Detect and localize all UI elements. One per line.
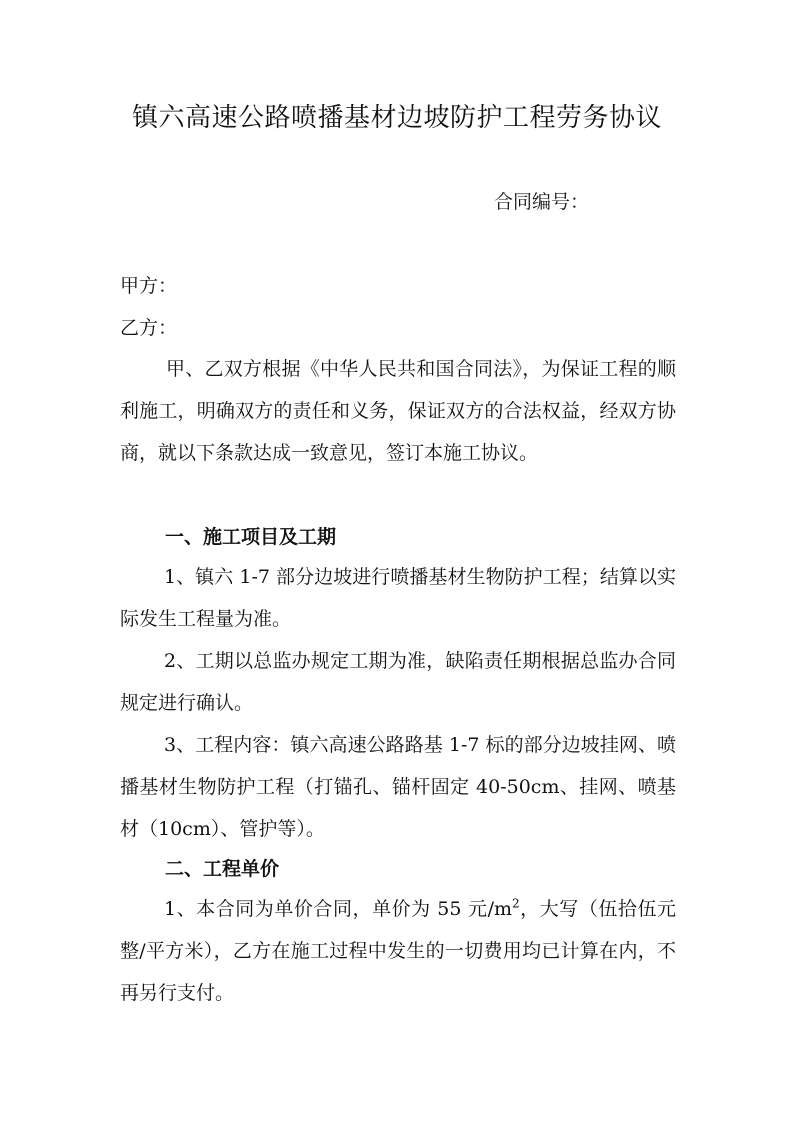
- party-b-label: 乙方：: [120, 317, 178, 339]
- party-a-label: 甲方：: [120, 275, 178, 297]
- section-1-item-3: 3、工程内容：镇六高速公路路基 1-7 标的部分边坡挂网、喷播基材生物防护工程（打锚孔、锚杆固定 40-50cm、挂网、喷基材（10cm）、管护等）。: [120, 734, 676, 840]
- section-2-heading: 二、工程单价: [165, 858, 280, 880]
- section-1-heading: 一、施工项目及工期: [165, 526, 337, 548]
- preamble-paragraph: 甲、乙双方根据《中华人民共和国合同法》，为保证工程的顺利施工，明确双方的责任和义务，保证双方的合法权益，经双方协商，就以下条款达成一致意见，签订本施工协议。: [120, 358, 676, 464]
- section-1-item-2: 2、工期以总监办规定工期为准，缺陷责任期根据总监办合同规定进行确认。: [120, 650, 676, 714]
- document-title: 镇六高速公路喷播基材边坡防护工程劳务协议: [131, 103, 662, 133]
- section-2-item-1-text-end: ，大写（伍拾伍元整/平方米），乙方在施工过程中发生的一切费用均已计算在内，不再另行支付。: [120, 898, 676, 1004]
- contract-number-label: 合同编号：: [494, 191, 590, 213]
- unit-superscript: 2: [512, 896, 520, 911]
- section-2-item-1: [120, 888, 676, 1014]
- section-2-item-1-text-start: 1、本合同为单价合同，单价为 55 元/m: [164, 898, 512, 920]
- section-1-item-1: 1、镇六 1-7 部分边坡进行喷播基材生物防护工程；结算以实际发生工程量为准。: [120, 566, 676, 630]
